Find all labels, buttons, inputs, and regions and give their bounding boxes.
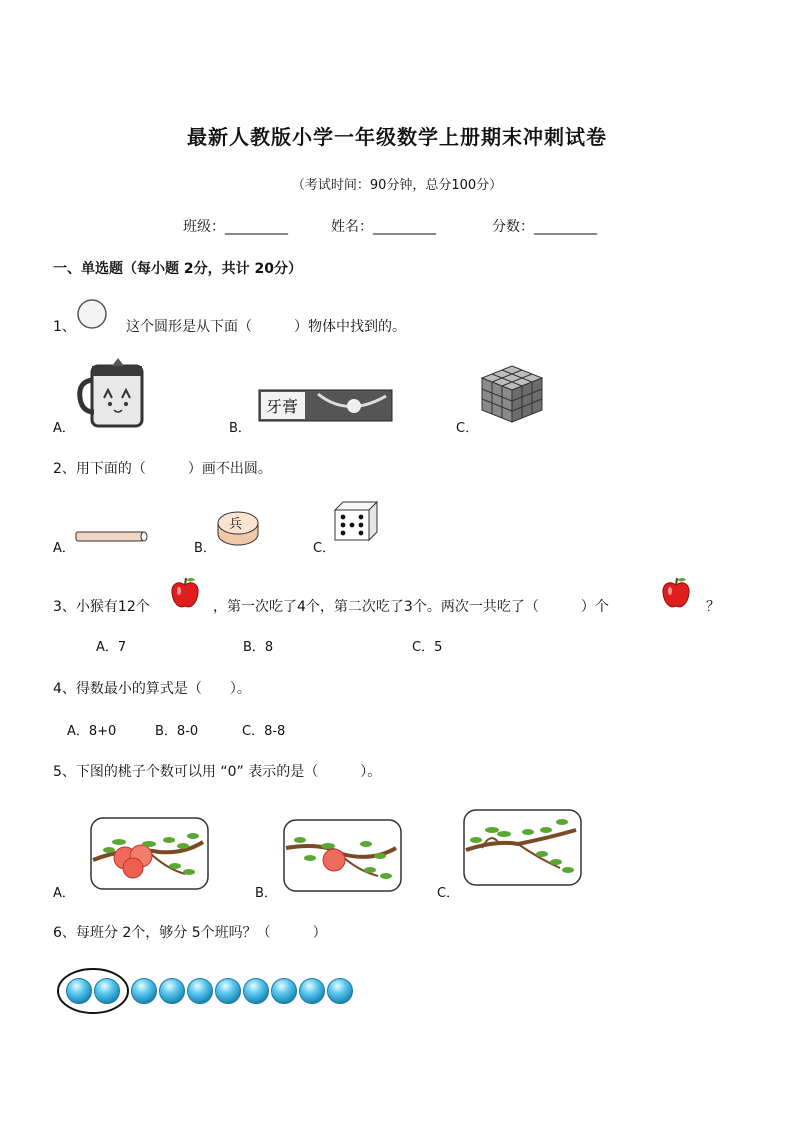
q6-text: 6、每班分 2个，够分 5个班吗？（ ） [53,925,327,941]
toothpaste-label: 牙膏 [266,397,299,416]
q2-option-c: C． [313,541,336,556]
q1-text: 这个圆形是从下面（ ）物体中找到的。 [126,319,406,335]
class-blank: _________ [225,219,288,235]
class-label: 班级： [183,219,225,235]
branch-empty-image [462,808,584,888]
q5-option-c: C． [437,886,460,901]
score-field [492,216,597,236]
name-field [331,216,436,236]
q2-option-a: A． [53,541,75,556]
q3-option-c: C．5 [412,640,443,655]
section-title: 一、单选题（每小题 2分，共计 20分） [53,261,302,277]
q1-option-a: A． [53,421,75,436]
q3-option-a: A．7 [96,640,127,655]
q4-option-a: A．8+0 [67,724,117,739]
q4-option-c: C．8-8 [242,724,286,739]
dice-image [333,500,379,542]
q3-post: ？ [706,599,720,615]
q1-option-c: C． [456,421,479,436]
q4-option-b: B．8-0 [155,724,199,739]
q2-text: 2、用下面的（ ）画不出圆。 [53,461,272,477]
q5-option-a: A． [53,886,75,901]
peach-branch-a-image [89,816,211,892]
chess-label: 兵 [229,517,243,532]
toothpaste-box-image [258,388,394,424]
stick-image [74,529,150,545]
q1-option-b: B． [229,421,251,436]
name-label: 姓名： [331,219,373,235]
page-title: 最新人教版小学一年级数学上册期末冲刺试卷 [187,125,607,149]
exam-info: （考试时间：90分钟，总分100分） [291,178,503,193]
name-blank: _________ [373,219,436,235]
q5-option-b: B． [255,886,277,901]
q3-option-b: B．8 [243,640,274,655]
peach-branch-b-image [282,818,404,894]
circle-figure [76,299,110,331]
score-blank: _________ [534,219,597,235]
q3-pre: 3、小猴有12个 [53,599,150,615]
chess-piece-image [216,508,260,548]
apple-icon [170,576,200,610]
q3-mid: ，第一次吃了4个，第二次吃了3个。两次一共吃了（ ）个 [213,599,609,615]
q4-text: 4、得数最小的算式是（ ）。 [53,681,251,697]
class-field [183,216,288,236]
apple-icon [661,576,691,610]
score-label: 分数： [492,219,534,235]
q1-number: 1、 [53,319,76,335]
beads [67,979,353,1004]
q2-option-b: B． [194,541,216,556]
q5-text: 5、下图的桃子个数可以用 “0” 表示的是（ ）。 [53,764,382,780]
mug-image [78,358,158,430]
cube-image [480,364,544,424]
beads-group-image [56,965,362,1017]
